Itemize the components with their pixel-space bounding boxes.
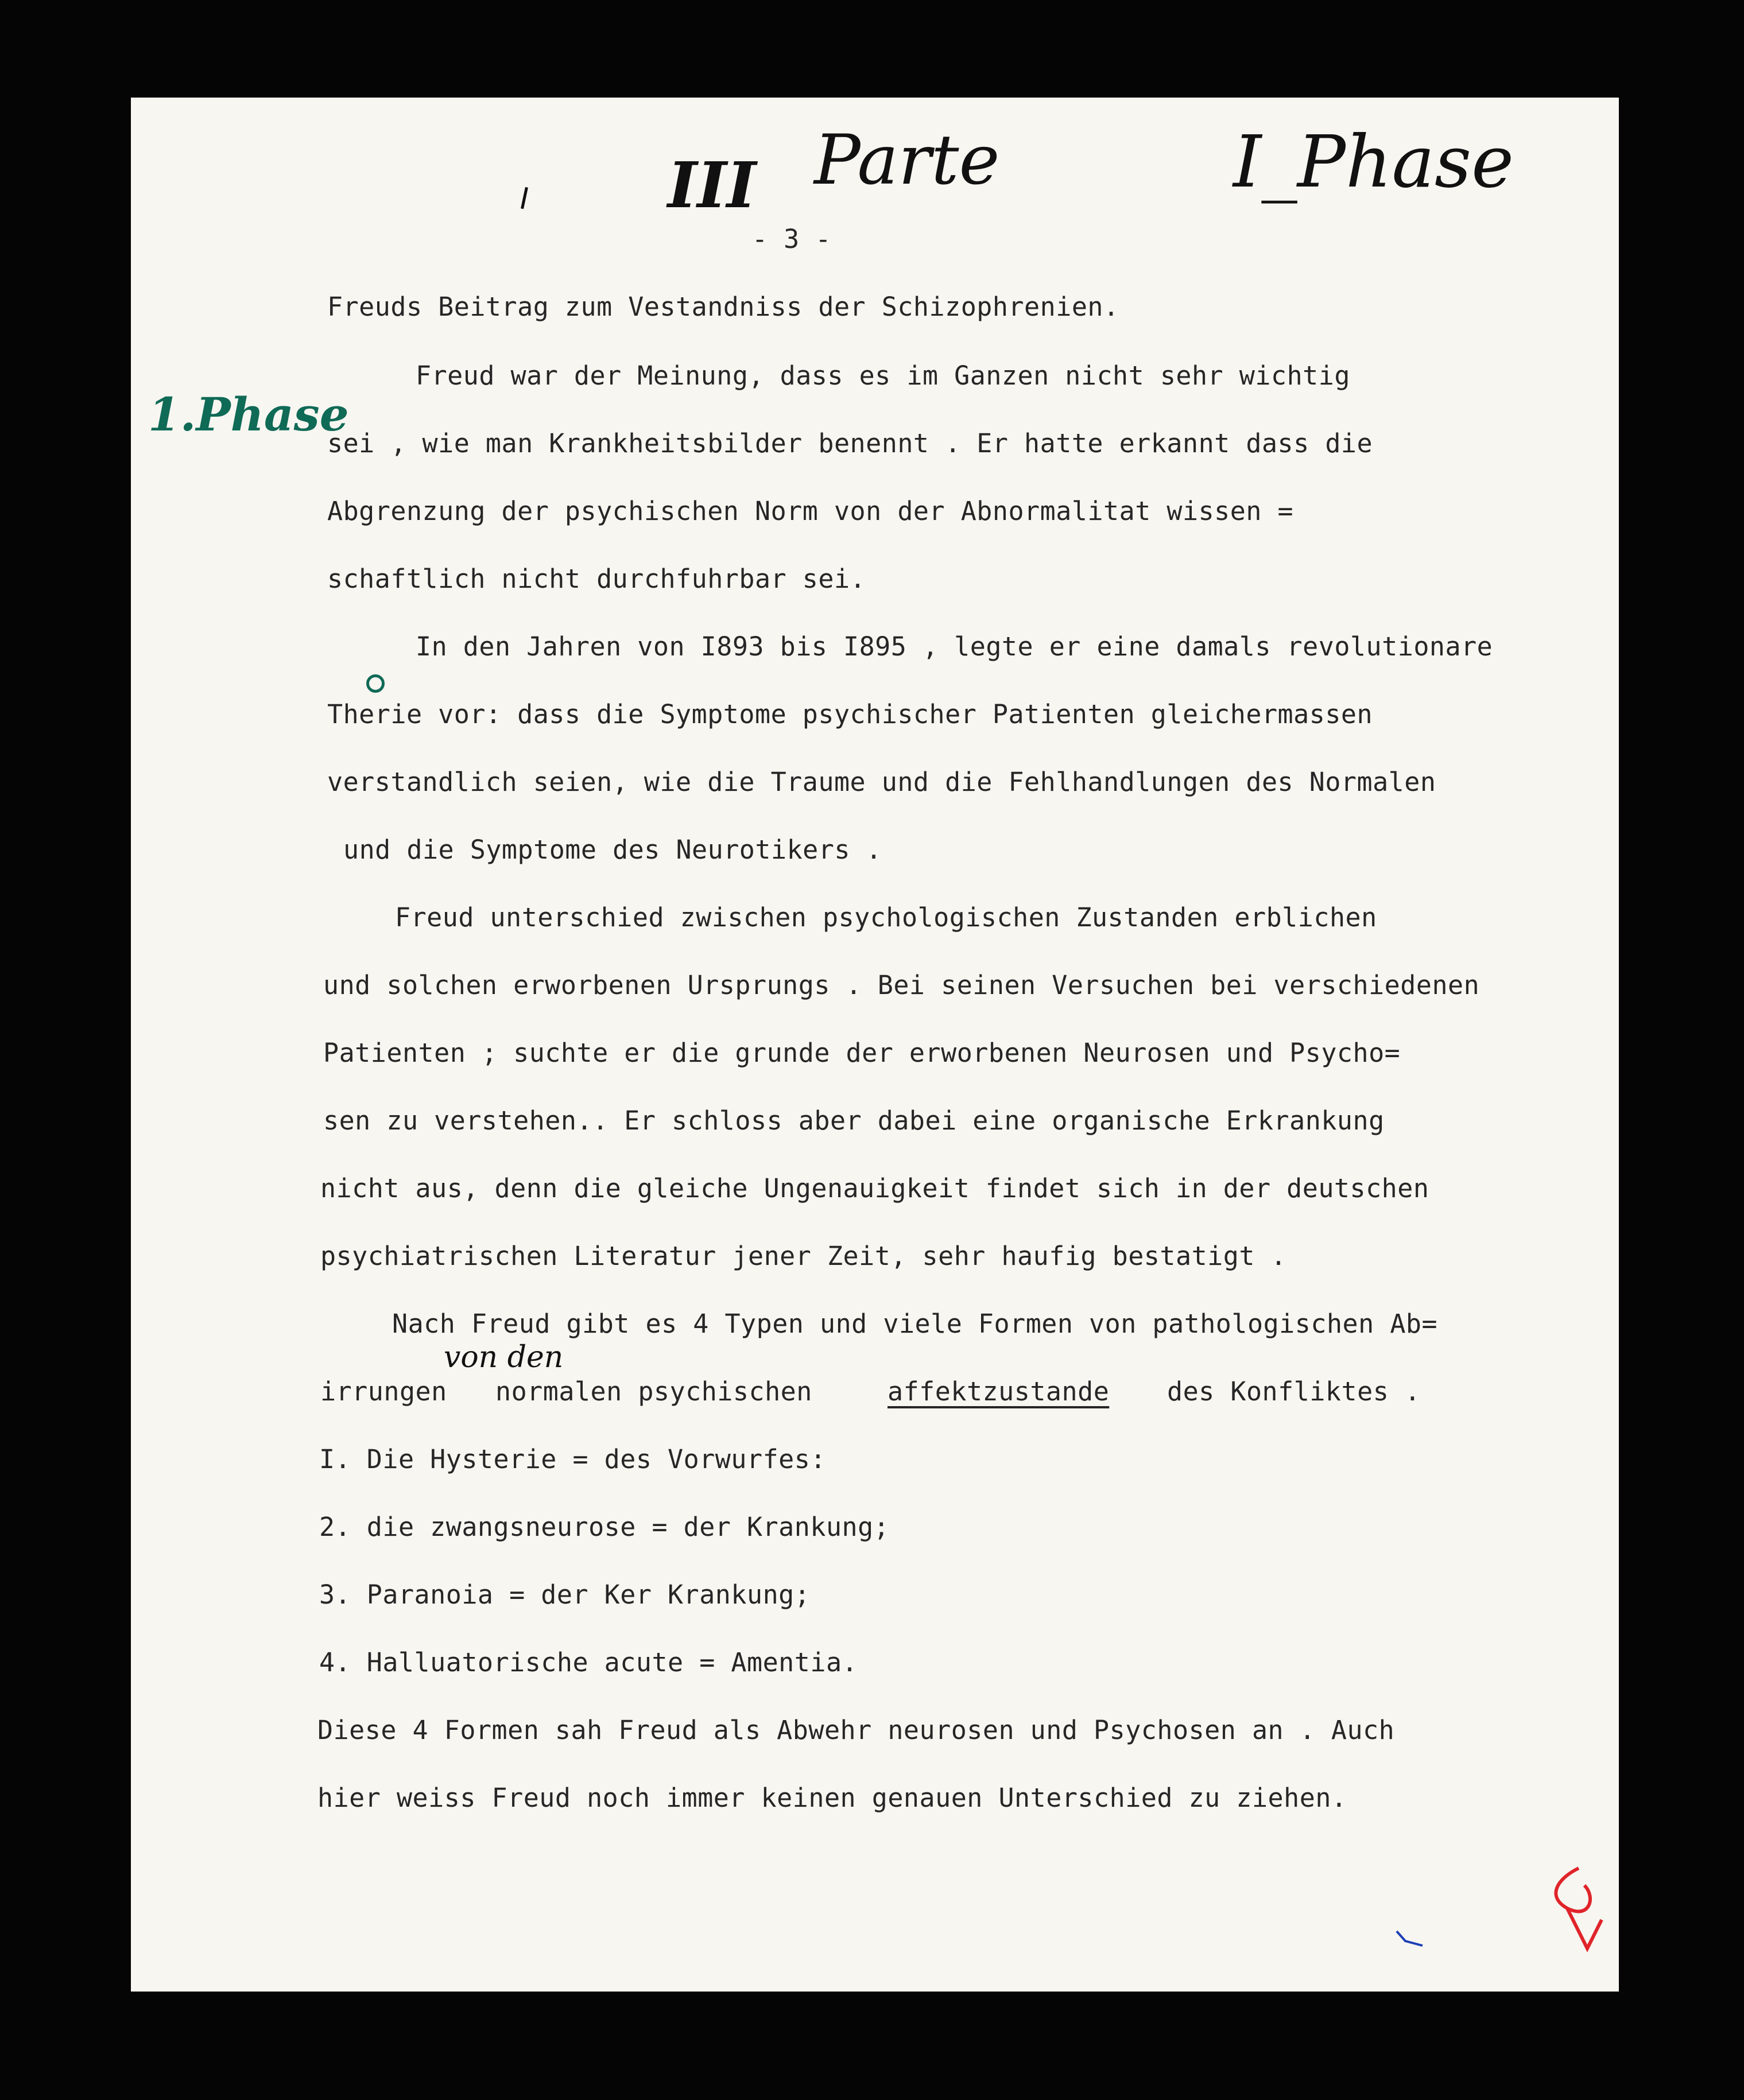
text-line-12: sen zu verstehen.. Er schloss aber dabei eine organische Erkrankung xyxy=(323,1105,1385,1136)
document-page xyxy=(131,98,1619,1992)
red-pencil-mark xyxy=(1544,1862,1607,1954)
text-line-4: schaftlich nicht durchfuhrbar sei. xyxy=(327,564,866,594)
text-line-21: Diese 4 Formen sah Freud als Abwehr neurosen und Psychosen an . Auch xyxy=(317,1715,1395,1745)
text-line-16-start: irrungen xyxy=(320,1376,447,1407)
text-line-7: verstandlich seien, wie die Traume und die Fehlhandlungen des Normalen xyxy=(327,767,1436,797)
text-line-9: Freud unterschied zwischen psychologischen Zustanden erblichen xyxy=(395,902,1377,933)
document-title: Freuds Beitrag zum Vestandniss der Schizophrenien. xyxy=(327,292,1119,322)
text-line-16-underlined: affektzustande xyxy=(887,1376,1110,1407)
text-line-11: Patienten ; suchte er die grunde der erworbenen Neurosen und Psycho= xyxy=(323,1038,1401,1068)
text-line-22: hier weiss Freud noch immer keinen genauen Unterschied zu ziehen. xyxy=(317,1783,1347,1813)
page-number: - 3 - xyxy=(752,224,831,254)
text-line-16-middle: normalen psychischen xyxy=(495,1376,812,1407)
text-line-16-end: des Konfliktes . xyxy=(1167,1376,1421,1407)
blue-pen-tick xyxy=(1394,1928,1428,1951)
handwritten-part-word: Parte xyxy=(814,121,1000,200)
list-item-3: 3. Paranoia = der Ker Krankung; xyxy=(319,1579,811,1610)
text-line-3: Abgrenzung der psychischen Norm von der Abnormalitat wissen = xyxy=(327,496,1294,526)
text-line-5: In den Jahren von I893 bis I895 , legte er eine damals revolutionare xyxy=(416,631,1493,662)
handwritten-phase-top: I_Phase xyxy=(1233,121,1514,204)
handwritten-insert-von-den: von den xyxy=(444,1340,564,1375)
text-line-1: Freud war der Meinung, dass es im Ganzen nicht sehr wichtig xyxy=(416,360,1350,391)
text-line-2: sei , wie man Krankheitsbilder benennt . Er hatte erkannt dass die xyxy=(327,428,1373,459)
green-circle-mark xyxy=(366,674,385,693)
pen-tick-mark xyxy=(521,187,528,209)
handwritten-part-roman: III xyxy=(668,148,757,222)
list-item-1: I. Die Hysterie = des Vorwurfes: xyxy=(319,1444,826,1474)
text-line-15: Nach Freud gibt es 4 Typen und viele Formen von pathologischen Ab= xyxy=(392,1309,1438,1339)
text-line-8: und die Symptome des Neurotikers . xyxy=(343,834,882,865)
text-line-6: Therie vor: dass die Symptome psychischer Patienten gleichermassen xyxy=(327,699,1373,729)
list-item-4: 4. Halluatorische acute = Amentia. xyxy=(319,1647,858,1678)
text-line-14: psychiatrischen Literatur jener Zeit, sehr haufig bestatigt . xyxy=(320,1241,1287,1271)
text-line-13: nicht aus, denn die gleiche Ungenauigkeit findet sich in der deutschen xyxy=(320,1173,1429,1204)
handwritten-phase-margin: 1.Phase xyxy=(148,387,349,441)
text-line-10: und solchen erworbenen Ursprungs . Bei seinen Versuchen bei verschiedenen xyxy=(323,970,1480,1000)
list-item-2: 2. die zwangsneurose = der Krankung; xyxy=(319,1512,890,1542)
